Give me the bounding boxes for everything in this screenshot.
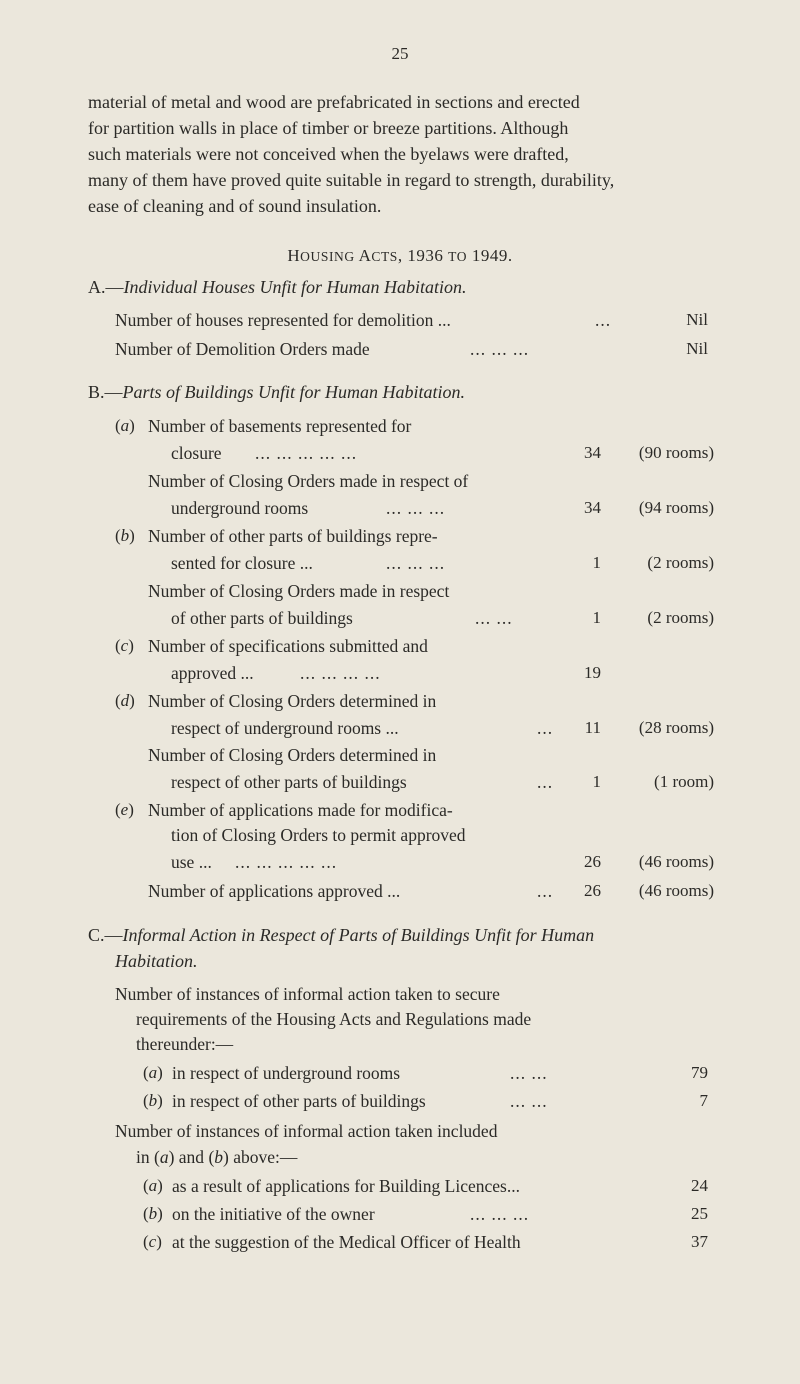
section-heading: HOUSING ACTS, 1936 TO 1949. (287, 246, 513, 265)
item-rooms: (46 rooms) (638, 852, 714, 871)
para-line: requirements of the Housing Acts and Regulations made (136, 1009, 532, 1029)
item-text: Number of applications approved ... (148, 881, 401, 901)
item-text: use ... (171, 852, 212, 872)
item-text: respect of other parts of buildings (171, 772, 407, 792)
leader-dots: ... ... ... (386, 553, 446, 573)
item-text: Number of other parts of buildings repre- (148, 526, 438, 546)
item-text: of other parts of buildings (171, 608, 353, 628)
item-text: Number of Closing Orders made in respect of (148, 471, 469, 491)
item-value: 26 (584, 852, 601, 871)
item-text: on the initiative of the owner (172, 1204, 375, 1224)
item-text: in respect of underground rooms (172, 1063, 401, 1083)
item-text: tion of Closing Orders to permit approved (171, 825, 466, 845)
item-rooms: (1 room) (654, 772, 714, 791)
item-letter: (b) (143, 1091, 163, 1110)
item-value: 11 (584, 718, 601, 737)
item-value: 37 (691, 1232, 708, 1251)
item-letter: (c) (143, 1232, 162, 1251)
item-letter: (a) (115, 416, 135, 435)
intro-line: for partition walls in place of timber or breeze partitions. Although (88, 118, 569, 138)
item-text: respect of underground rooms ... (171, 718, 399, 738)
leader-dots: ... ... (510, 1091, 548, 1111)
item-value: 26 (584, 881, 601, 900)
item-letter: (a) (143, 1063, 163, 1082)
para-line: Number of instances of informal action taken to secure (115, 984, 500, 1004)
intro-line: such materials were not conceived when the byelaws were drafted, (88, 144, 569, 164)
item-text: Number of applications made for modifica- (148, 800, 453, 820)
item-text: approved ... (171, 663, 254, 683)
item-text: Number of basements represented for (148, 416, 412, 436)
section-a-value: Nil (686, 310, 708, 329)
leader-dots: ... (537, 881, 554, 901)
item-text: Number of Closing Orders determined in (148, 745, 437, 765)
para-line: in (a) and (b) above:— (136, 1147, 298, 1167)
leader-dots: ... ... ... (470, 339, 530, 359)
intro-line: material of metal and wood are prefabricated in sections and erected (88, 92, 580, 112)
item-text: Number of Closing Orders determined in (148, 691, 437, 711)
leader-dots: ... ... ... ... ... (255, 443, 358, 463)
item-rooms: (94 rooms) (638, 498, 714, 517)
section-a-row-text: Number of Demolition Orders made (115, 339, 370, 359)
leader-dots: ... ... (510, 1063, 548, 1083)
item-value: 1 (592, 608, 601, 627)
intro-line: many of them have proved quite suitable in regard to strength, durability, (88, 170, 615, 190)
item-rooms: (2 rooms) (647, 553, 714, 572)
section-a-row-text: Number of houses represented for demolition ... (115, 310, 451, 330)
leader-dots: ... ... ... (386, 498, 446, 518)
item-letter: (b) (115, 526, 135, 545)
para-line: thereunder:— (136, 1034, 234, 1054)
leader-dots: ... (537, 772, 554, 792)
item-text: Number of specifications submitted and (148, 636, 428, 656)
item-rooms: (28 rooms) (638, 718, 714, 737)
section-b-title: B.—Parts of Buildings Unfit for Human Habitation. (88, 382, 466, 402)
item-value: 1 (592, 553, 601, 572)
page-number: 25 (391, 44, 409, 63)
item-letter: (b) (143, 1204, 163, 1223)
leader-dots: ... ... ... (470, 1204, 530, 1224)
leader-dots: ... (537, 718, 554, 738)
item-rooms: (46 rooms) (638, 881, 714, 900)
section-a-value: Nil (686, 339, 708, 358)
item-value: 25 (691, 1204, 708, 1223)
item-text: closure (171, 443, 222, 463)
item-text: in respect of other parts of buildings (172, 1091, 426, 1111)
item-letter: (e) (115, 800, 134, 819)
item-letter: (d) (115, 691, 135, 710)
leader-dots: ... (595, 310, 612, 330)
leader-dots: ... ... ... ... (300, 663, 381, 683)
intro-line: ease of cleaning and of sound insulation. (88, 196, 382, 216)
item-value: 34 (584, 498, 601, 517)
item-letter: (c) (115, 636, 134, 655)
section-a-title: A.—Individual Houses Unfit for Human Habitation. (88, 277, 467, 297)
item-value: 24 (691, 1176, 708, 1195)
item-value: 19 (584, 663, 601, 682)
para-line: Number of instances of informal action taken included (115, 1121, 498, 1141)
item-value: 79 (691, 1063, 708, 1082)
leader-dots: ... ... ... ... ... (235, 852, 338, 872)
item-text: Number of Closing Orders made in respect (148, 581, 450, 601)
section-c-title-cont: Habitation. (115, 951, 198, 971)
item-rooms: (2 rooms) (647, 608, 714, 627)
item-text: sented for closure ... (171, 553, 313, 573)
item-letter: (a) (143, 1176, 163, 1195)
item-rooms: (90 rooms) (638, 443, 714, 462)
section-c-title: C.—Informal Action in Respect of Parts of Buildings Unfit for Human (88, 925, 595, 945)
item-text: as a result of applications for Building Licences... (172, 1176, 520, 1196)
item-text: at the suggestion of the Medical Officer of Health (172, 1232, 521, 1252)
item-value: 7 (699, 1091, 708, 1110)
item-value: 1 (592, 772, 601, 791)
item-text: underground rooms (171, 498, 309, 518)
leader-dots: ... ... (475, 608, 513, 628)
item-value: 34 (584, 443, 601, 462)
